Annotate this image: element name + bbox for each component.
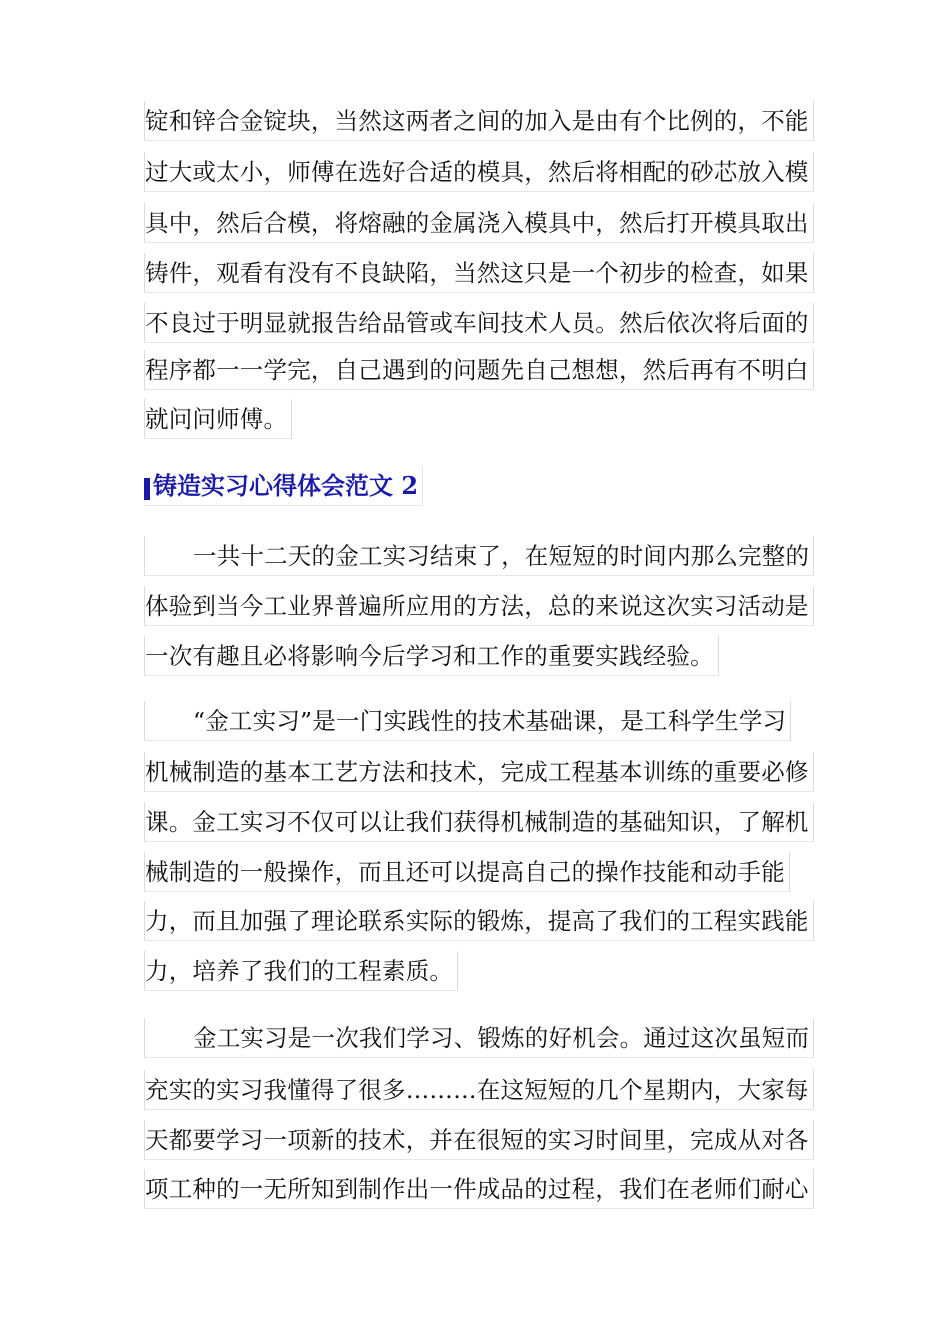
paragraph-2-line-3: 一次有趣且必将影响今后学习和工作的重要实践经验。 xyxy=(144,636,719,676)
heading-marker xyxy=(144,478,150,500)
paragraph-1-line-3: 具中，然后合模，将熔融的金属浇入模具中，然后打开模具取出 xyxy=(144,203,814,243)
paragraph-3-line-6: 力，培养了我们的工程素质。 xyxy=(144,951,458,991)
paragraph-1-line-2: 过大或太小，师傅在选好合适的模具，然后将相配的砂芯放入模 xyxy=(144,152,814,192)
paragraph-2-line-2: 体验到当今工业界普遍所应用的方法，总的来说这次实习活动是 xyxy=(144,586,814,626)
paragraph-4-line-3: 天都要学习一项新的技术，并在很短的实习时间里，完成从对各 xyxy=(144,1120,814,1160)
paragraph-3-line-2: 机械制造的基本工艺方法和技术，完成工程基本训练的重要必修 xyxy=(144,752,814,792)
section-heading-text: 铸造实习心得体会范文 2 xyxy=(153,470,419,500)
paragraph-3-line-3: 课。金工实习不仅可以让我们获得机械制造的基础知识，了解机 xyxy=(144,802,814,842)
paragraph-1-line-1: 锭和锌合金锭块，当然这两者之间的加入是由有个比例的，不能 xyxy=(144,101,814,141)
paragraph-1-line-7: 就问问师傅。 xyxy=(144,399,292,439)
paragraph-4-line-1: 金工实习是一次我们学习、锻炼的好机会。通过这次虽短而 xyxy=(144,1018,814,1058)
paragraph-1-line-4: 铸件，观看有没有不良缺陷，当然这只是一个初步的检查，如果 xyxy=(144,253,814,293)
paragraph-4-line-4: 项工种的一无所知到制作出一件成品的过程，我们在老师们耐心 xyxy=(144,1169,814,1209)
section-heading xyxy=(144,466,423,506)
paragraph-3-line-5: 力，而且加强了理论联系实际的锻炼，提高了我们的工程实践能 xyxy=(144,901,814,941)
paragraph-4-line-2: 充实的实习我懂得了很多………在这短短的几个星期内，大家每 xyxy=(144,1070,814,1110)
paragraph-3-line-4: 械制造的一般操作，而且还可以提高自己的操作技能和动手能 xyxy=(144,852,790,892)
paragraph-1-line-6: 程序都一一学完，自己遇到的问题先自己想想，然后再有不明白 xyxy=(144,350,814,390)
paragraph-1-line-5: 不良过于明显就报告给品管或车间技术人员。然后依次将后面的 xyxy=(144,303,814,343)
paragraph-2-line-1: 一共十二天的金工实习结束了，在短短的时间内那么完整的 xyxy=(144,536,814,576)
paragraph-3-line-1: “金工实习”是一门实践性的技术基础课，是工科学生学习 xyxy=(144,701,791,741)
